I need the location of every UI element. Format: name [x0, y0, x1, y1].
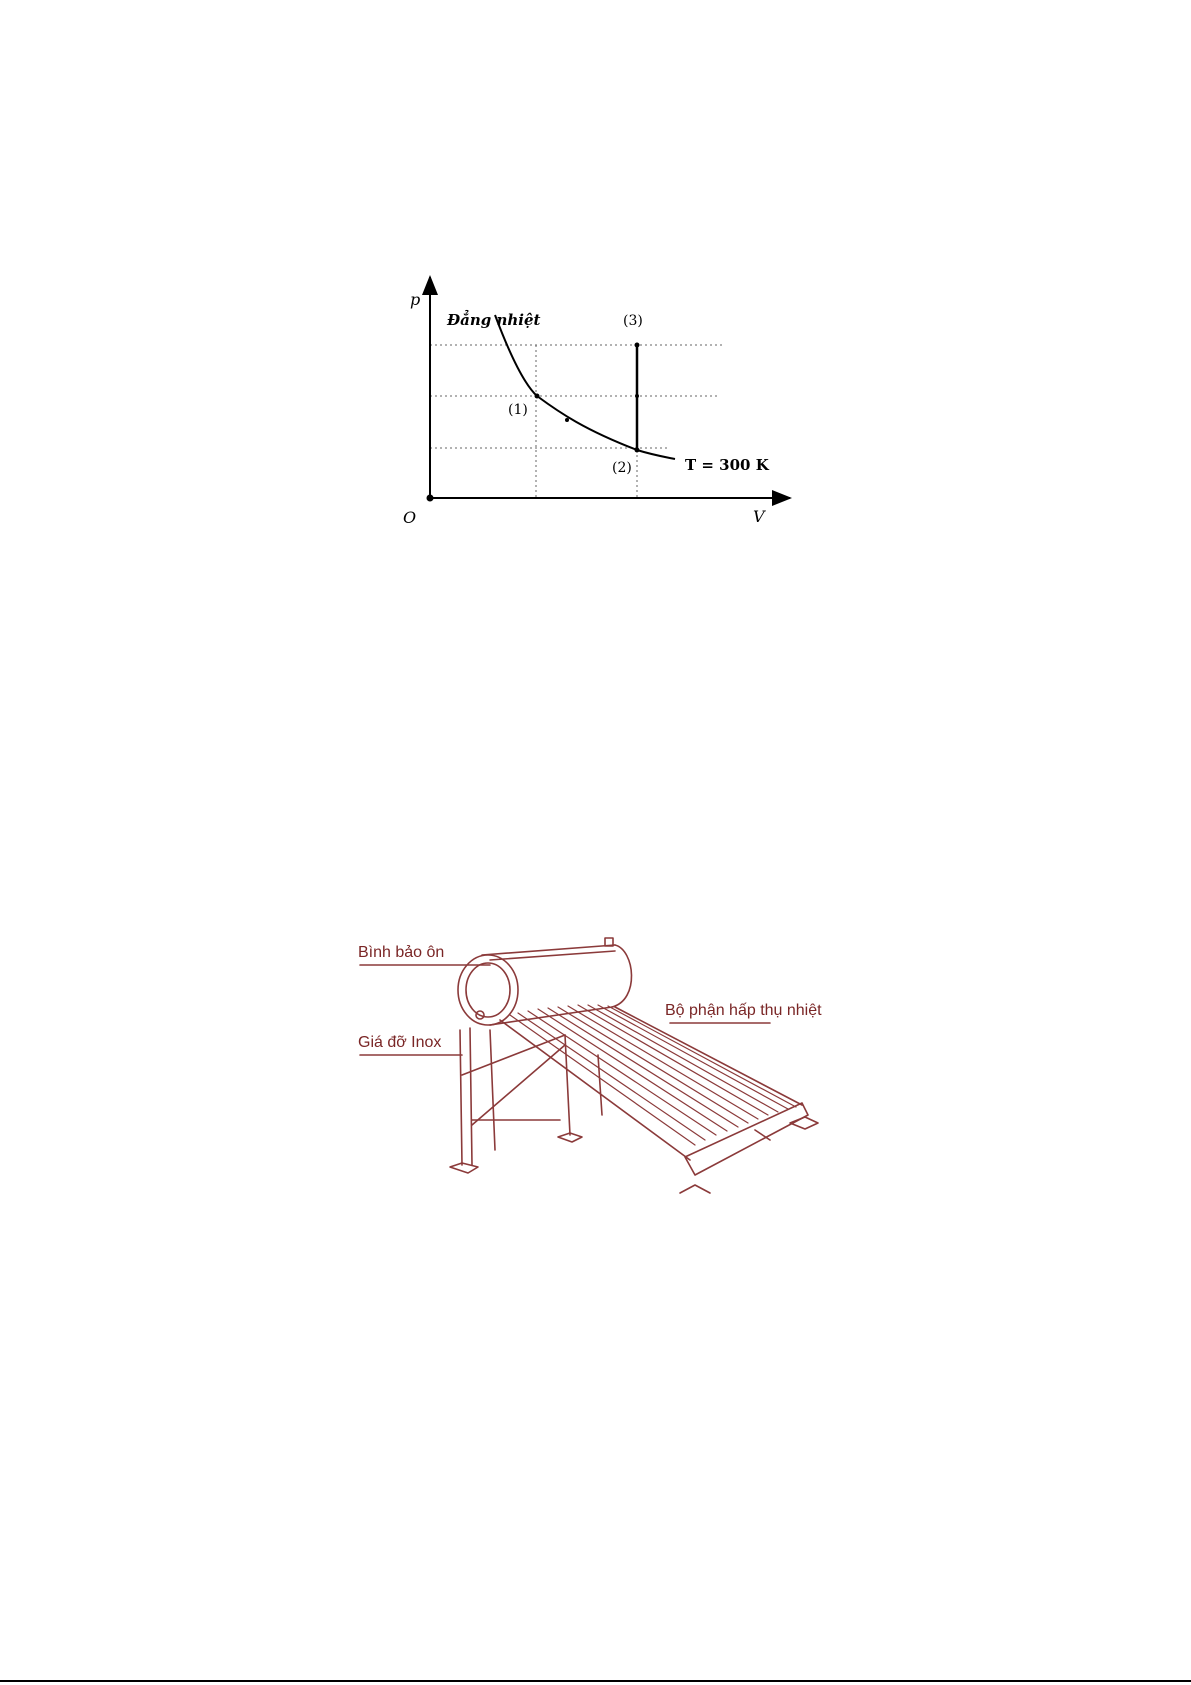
isotherm-label: Đẳng nhiệt: [447, 311, 541, 329]
stand-foot-1: [450, 1163, 478, 1173]
isotherm-curve: [495, 315, 675, 459]
curve-mid-dot: [565, 418, 569, 422]
collector-rail-left: [500, 1020, 690, 1160]
tank-label: Bình bảo ôn: [358, 944, 445, 961]
stand-leg-back: [490, 1030, 495, 1150]
origin-label: O: [403, 508, 417, 527]
point-2-dot: [635, 448, 640, 453]
stand-leg-mid: [565, 1035, 570, 1135]
stand-leg-front-2: [470, 1028, 472, 1165]
point-1-label: (1): [508, 402, 528, 418]
absorber-label: Bộ phận hấp thụ nhiệt: [665, 1002, 822, 1019]
solar-water-heater-diagram: [350, 935, 850, 1215]
tank-end-inner: [466, 963, 510, 1017]
stand-brace-1: [462, 1035, 565, 1075]
point-2-label: (2): [612, 460, 632, 476]
origin-dot: [427, 495, 434, 502]
stand-brace-2: [472, 1045, 565, 1125]
point-3-dot: [635, 343, 640, 348]
stand-label: Giá đỡ Inox: [358, 1034, 442, 1051]
y-axis-label: p: [410, 290, 421, 309]
tank-top: [482, 945, 615, 955]
tank-far-end: [612, 945, 632, 1007]
stand-leg-front: [460, 1030, 462, 1165]
collector-rail-right: [615, 1007, 802, 1105]
temperature-label: T = 300 K: [685, 456, 769, 474]
collector-bottom-foot: [680, 1185, 710, 1193]
page-bottom-border: [0, 1680, 1191, 1682]
stand-leg-rear: [598, 1055, 602, 1115]
point-3-label: (3): [623, 313, 643, 329]
guide-lines: [430, 345, 725, 498]
x-axis-label: V: [753, 507, 765, 526]
point-1-dot: [535, 394, 540, 399]
heater-drawing: [360, 938, 818, 1193]
pv-diagram: [385, 265, 805, 540]
collector-tubes: [510, 1005, 796, 1145]
line-mid-dot: [635, 394, 639, 398]
